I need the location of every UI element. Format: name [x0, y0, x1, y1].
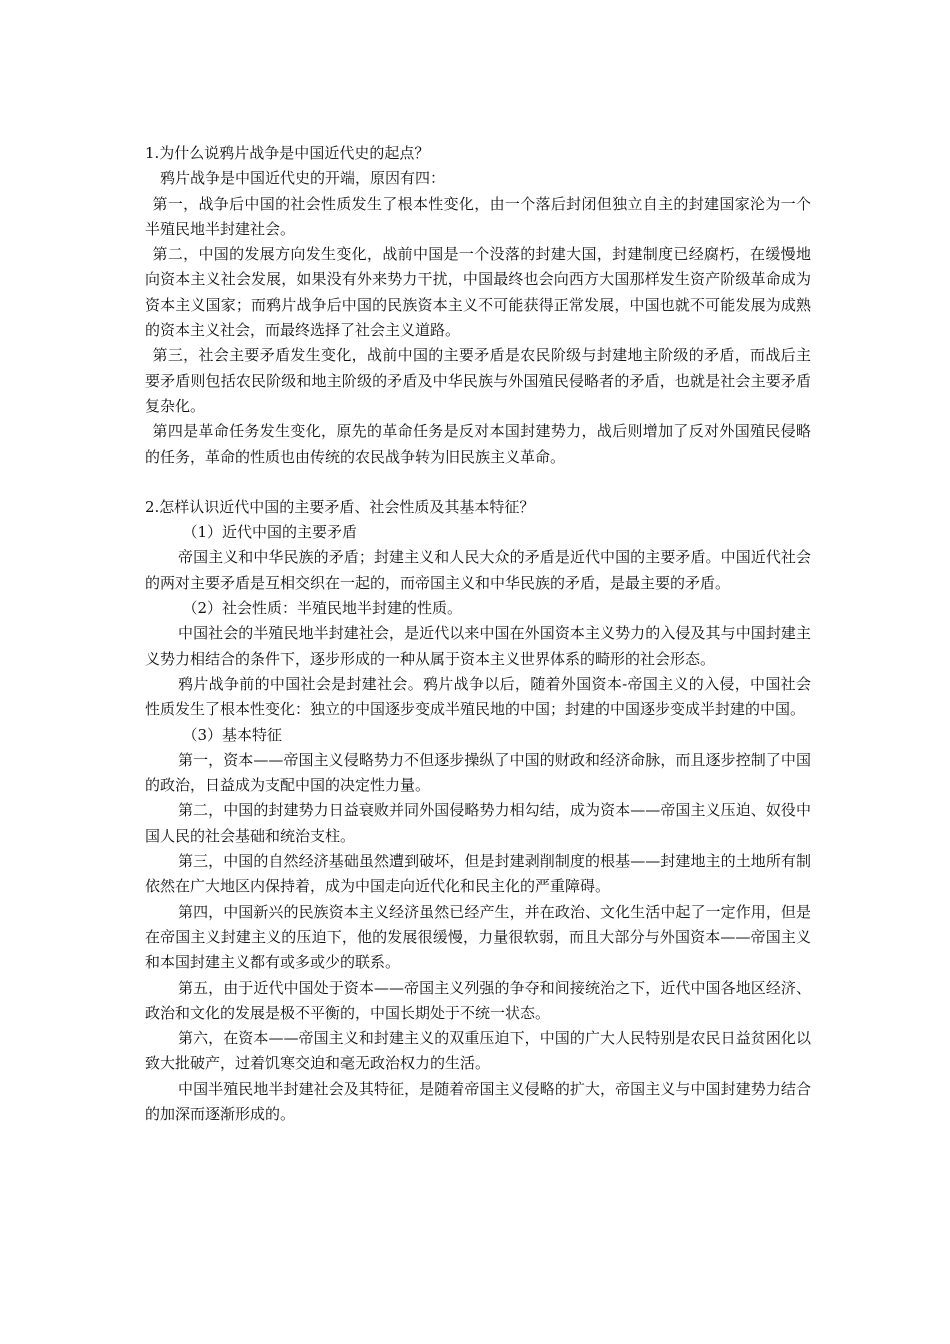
- question-1-heading: 1.为什么说鸦片战争是中国近代史的起点？: [145, 144, 430, 162]
- subheading-main-contradictions: （1）近代中国的主要矛盾: [182, 523, 358, 542]
- answer-1-intro: 鸦片战争是中国近代史的开端，原因有四：: [160, 169, 446, 188]
- subheading-basic-features: （3）基本特征: [182, 725, 283, 744]
- answer-1-point-2: 第二，中国的发展方向发生变化，战前中国是一个没落的封建大国，封建制度已经腐朽，在缓慢地向资本主义社会发展，如果没有外来势力干扰，中国最终也会向西方大国那样发生资产阶级革命成为资本主义国家；而鸦片战争后中国的民族资本主义不可能获得正常发展，中国也就不可能发展为成熟的资本主义社会，而最终选择了社会主义道路。: [145, 245, 811, 340]
- section-spacer: [145, 470, 811, 495]
- social-nature-text-2: 鸦片战争前的中国社会是封建社会。鸦片战争以后，随着外国资本-帝国主义的入侵，中国社会性质发生了根本性变化：独立的中国逐步变成半殖民地的中国；封建的中国逐步变成半封建的中国。: [145, 674, 811, 719]
- social-nature-text-1: 中国社会的半殖民地半封建社会，是近代以来中国在外国资本主义势力的入侵及其与中国封建主义势力相结合的条件下，逐步形成的一种从属于资本主义世界体系的畸形的社会形态。: [145, 624, 811, 668]
- feature-4: 第四，中国新兴的民族资本主义经济虽然已经产生，并在政治、文化生活中起了一定作用，但是在帝国主义封建主义的压迫下，他的发展很缓慢，力量很软弱，而且大部分与外国资本——帝国主义和本国封建主义都有或多或少的联系。: [145, 902, 811, 972]
- feature-5: 第五，由于近代中国处于资本——帝国主义列强的争夺和间接统治之下，近代中国各地区经济、政治和文化的发展是极不平衡的，中国长期处于不统一状态。: [145, 978, 811, 1022]
- document-body: [145, 141, 811, 1127]
- question-2-heading: 2.怎样认识近代中国的主要矛盾、社会性质及其基本特征？: [145, 497, 535, 516]
- answer-1-point-1: 第一，战争后中国的社会性质发生了根本性变化，由一个落后封闭但独立自主的封建国家沦为一个半殖民地半封建社会。: [145, 194, 811, 238]
- feature-6: 第六，在资本——帝国主义和封建主义的双重压迫下，中国的广大人民特别是农民日益贫困化以致大批破产，过着饥寒交迫和毫无政治权力的生活。: [145, 1029, 811, 1073]
- answer-1-point-3: 第三，社会主要矛盾发生变化，战前中国的主要矛盾是农民阶级与封建地主阶级的矛盾，而战后主要矛盾则包括农民阶级和地主阶级的矛盾及中华民族与外国殖民侵略者的矛盾，也就是社会主要矛盾复杂化。: [145, 346, 811, 415]
- subheading-social-nature: （2）社会性质：半殖民地半封建的性质。: [182, 599, 463, 618]
- feature-3: 第三，中国的自然经济基础虽然遭到破坏，但是封建剥削制度的根基——封建地主的土地所有制依然在广大地区内保持着，成为中国走向近代化和民主化的严重障碍。: [145, 852, 811, 896]
- feature-2: 第二，中国的封建势力日益衰败并同外国侵略势力相勾结，成为资本——帝国主义压迫、奴役中国人民的社会基础和统治支柱。: [145, 801, 811, 845]
- feature-1: 第一，资本——帝国主义侵略势力不但逐步操纵了中国的财政和经济命脉，而且逐步控制了中国的政治，日益成为支配中国的决定性力量。: [145, 750, 811, 795]
- answer-1-point-4: 第四是革命任务发生变化，原先的革命任务是反对本国封建势力，战后则增加了反对外国殖民侵略的任务，革命的性质也由传统的农民战争转为旧民族主义革命。: [145, 422, 811, 466]
- main-contradictions-text: 帝国主义和中华民族的矛盾；封建主义和人民大众的矛盾是近代中国的主要矛盾。中国近代社会的两对主要矛盾是互相交织在一起的，而帝国主义和中华民族的矛盾，是最主要的矛盾。: [145, 548, 811, 592]
- conclusion-paragraph: 中国半殖民地半封建社会及其特征，是随着帝国主义侵略的扩大，帝国主义与中国封建势力结合的加深而逐渐形成的。: [145, 1079, 811, 1123]
